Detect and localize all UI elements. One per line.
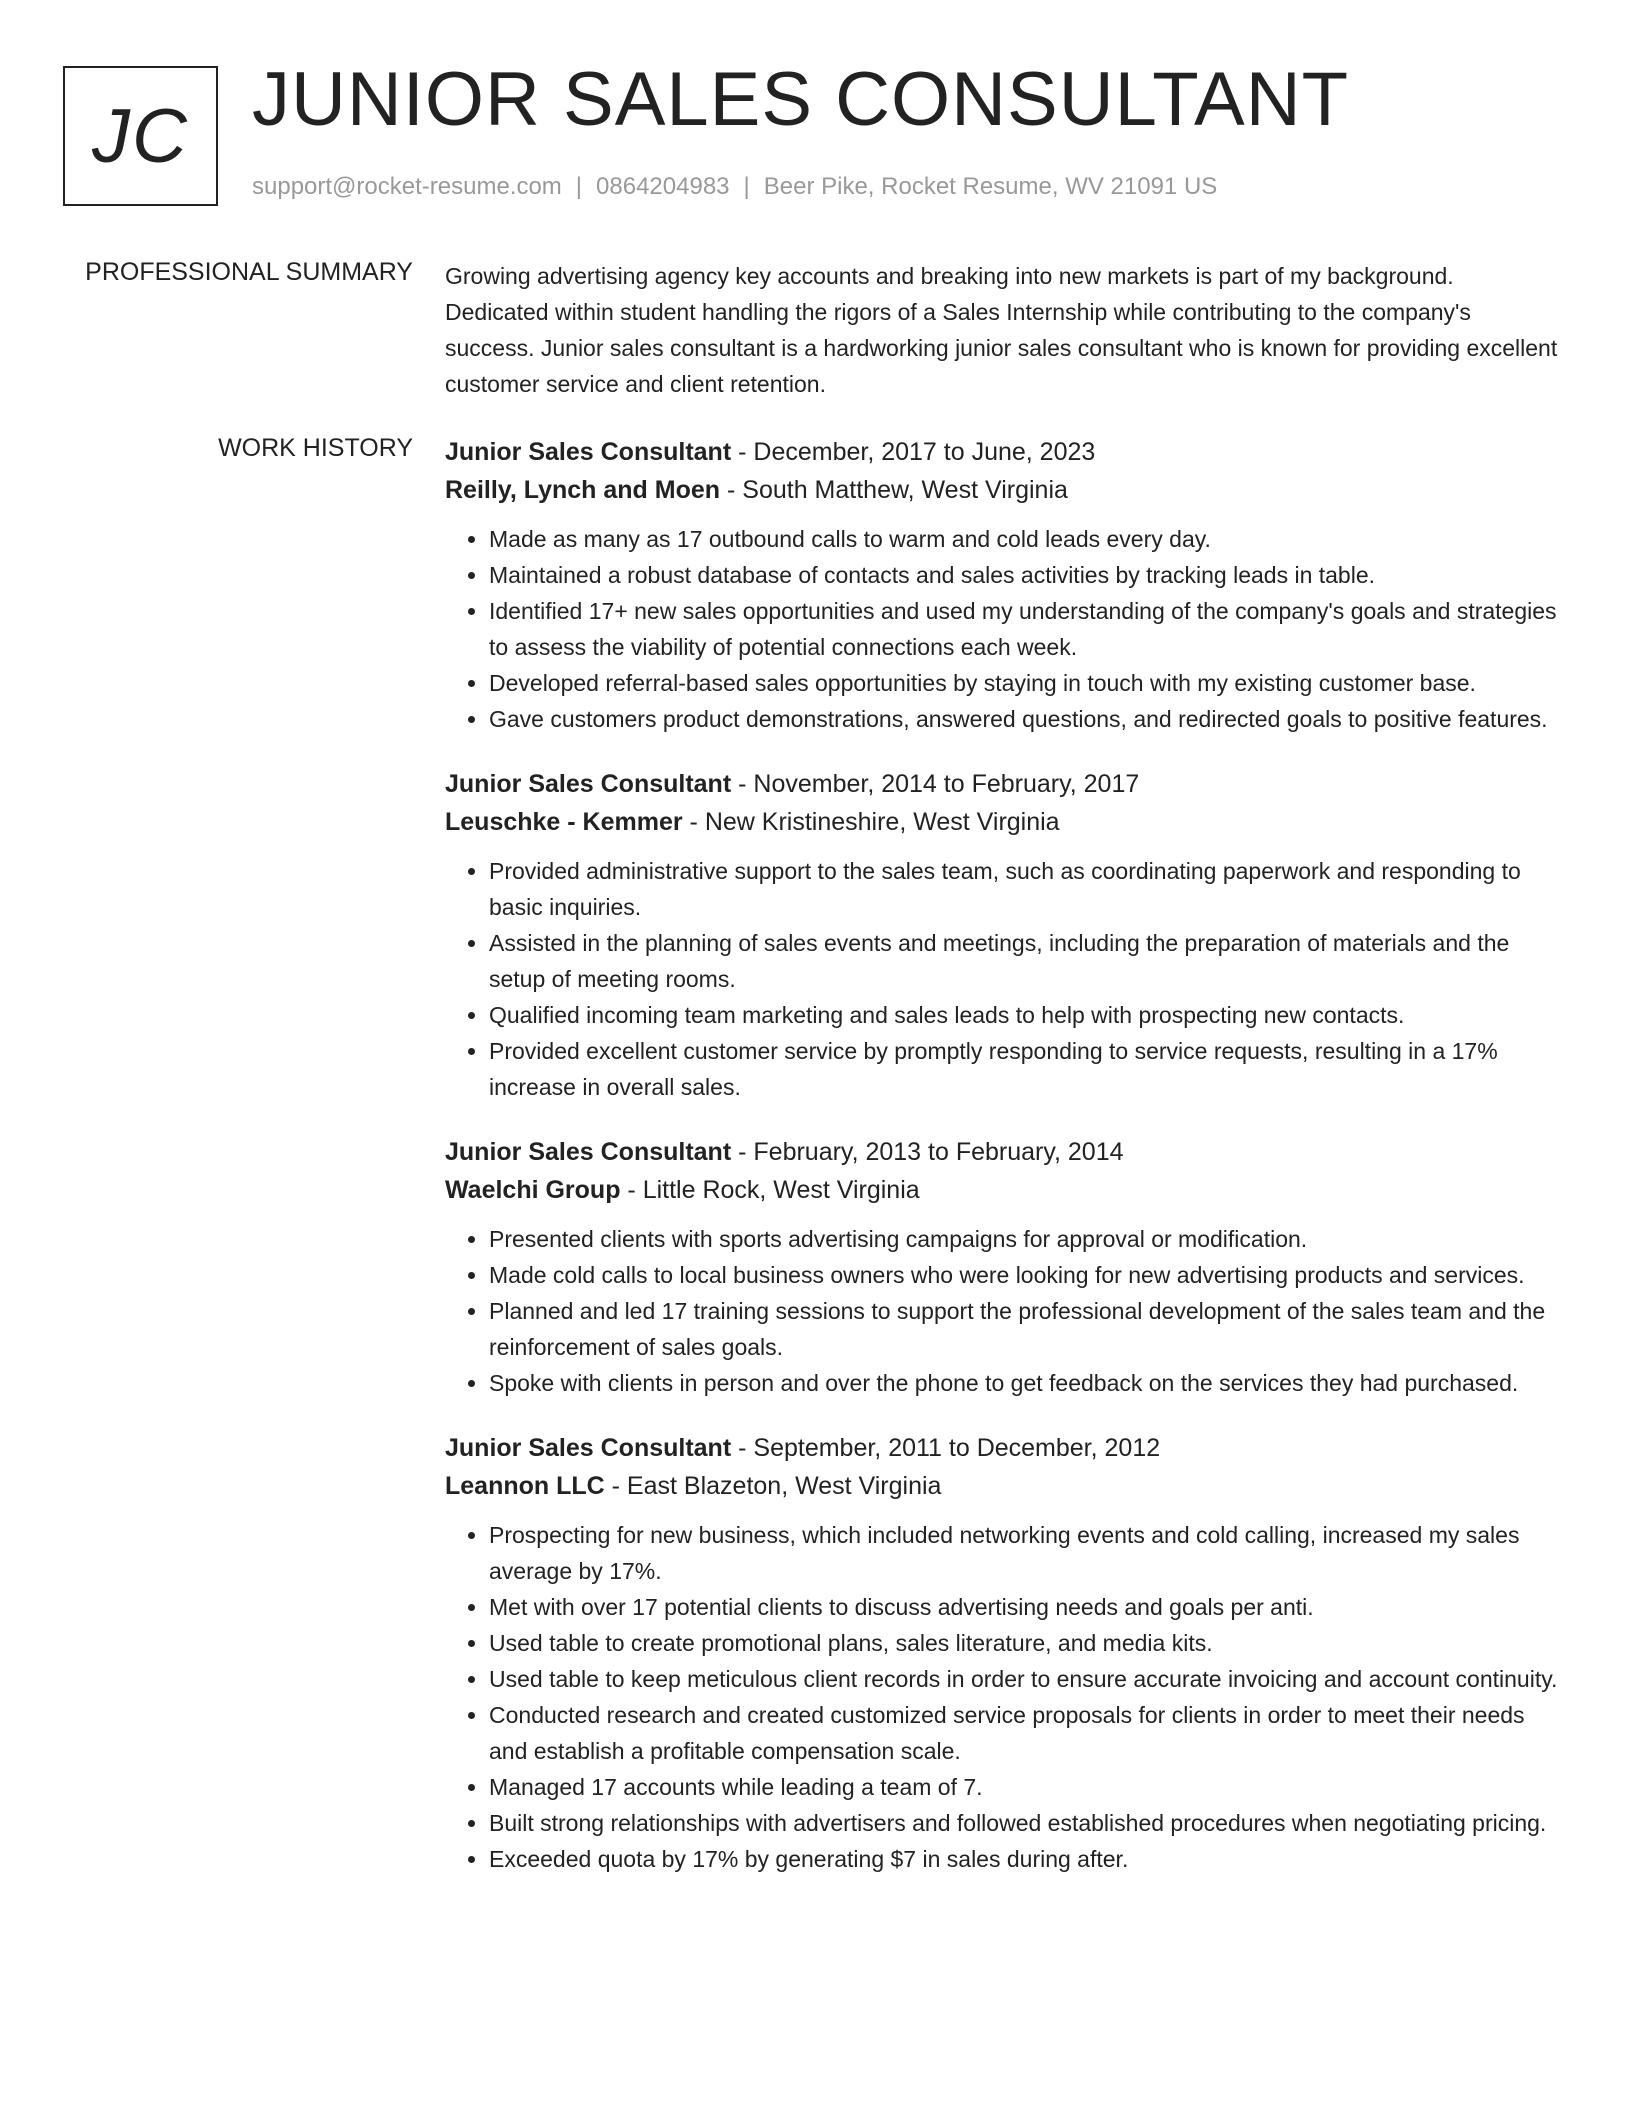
job-company: Leannon LLC [445,1472,605,1500]
job-duty: • Used table to keep meticulous client records in order to ensure accurate invoicing and account continuity. [489,1661,1560,1697]
job-company-line [445,1171,1560,1209]
job-duty: • Identified 17+ new sales opportunities and used my understanding of the company's goals and strategies to assess the viability of potential connections each week. [489,593,1560,665]
job-company-line [445,1467,1560,1505]
job-entry [445,1429,1560,1877]
job-company-line [445,471,1560,509]
job-dates: - September, 2011 to December, 2012 [731,1434,1161,1462]
contact-line [252,173,1217,201]
job-location: - East Blazeton, West Virginia [604,1472,942,1500]
job-title: Junior Sales Consultant [445,1138,732,1166]
job-duty: • Made as many as 17 outbound calls to warm and cold leads every day. [489,521,1560,557]
job-duty: • Used table to create promotional plans, sales literature, and media kits. [489,1625,1560,1661]
contact-address: Beer Pike, Rocket Resume, WV 21091 US [763,173,1218,200]
job-duties-list [445,853,1560,1105]
job-duty: • Gave customers product demonstrations, answered questions, and redirected goals to positive features. [489,701,1560,737]
job-location: - New Kristineshire, West Virginia [682,808,1060,836]
job-title-line [445,765,1560,803]
job-duties-list [445,1221,1560,1401]
summary-heading: PROFESSIONAL SUMMARY [85,258,413,286]
job-duty: • Spoke with clients in person and over the phone to get feedback on the services they had purchased. [489,1365,1560,1401]
job-duty: • Conducted research and created customized service proposals for clients in order to meet their needs and establish a profitable compensation scale. [489,1697,1560,1769]
job-duties-list [445,1517,1560,1877]
job-duty: • Maintained a robust database of contacts and sales activities by tracking leads in table. [489,557,1560,593]
job-company: Waelchi Group [445,1176,621,1204]
job-duty: • Managed 17 accounts while leading a team of 7. [489,1769,1560,1805]
job-duty: • Provided excellent customer service by promptly responding to service requests, resulting in a 17% increase in overall sales. [489,1033,1560,1105]
job-entry [445,765,1560,1105]
job-title-line [445,1133,1560,1171]
job-title-line [445,433,1560,471]
job-company: Leuschke - Kemmer [445,808,683,836]
job-duty: • Prospecting for new business, which included networking events and cold calling, increased my sales average by 17%. [489,1517,1560,1589]
resume-title: JUNIOR SALES CONSULTANT [252,57,1350,142]
contact-phone: 0864204983 [596,173,730,200]
job-duty: • Qualified incoming team marketing and sales leads to help with prospecting new contacts. [489,997,1560,1033]
job-dates: - November, 2014 to February, 2017 [731,770,1140,798]
contact-separator: | [575,173,583,200]
job-title: Junior Sales Consultant [445,438,732,466]
job-duty: • Assisted in the planning of sales events and meetings, including the preparation of materials and the setup of meeting rooms. [489,925,1560,997]
contact-email: support@rocket-resume.com [252,173,562,200]
job-duties-list [445,521,1560,737]
job-title-line [445,1429,1560,1467]
job-duty: • Exceeded quota by 17% by generating $7 in sales during after. [489,1841,1560,1877]
monogram-initials: JC [92,93,189,179]
job-entry [445,1133,1560,1401]
work-history-body [445,433,1560,1905]
job-company: Reilly, Lynch and Moen [445,476,721,504]
job-dates: - February, 2013 to February, 2014 [731,1138,1124,1166]
job-duty: • Built strong relationships with advertisers and followed established procedures when negotiating pricing. [489,1805,1560,1841]
job-duty: • Made cold calls to local business owners who were looking for new advertising products and services. [489,1257,1560,1293]
job-location: - South Matthew, West Virginia [720,476,1068,504]
job-dates: - December, 2017 to June, 2023 [731,438,1096,466]
job-duty: • Presented clients with sports advertising campaigns for approval or modification. [489,1221,1560,1257]
job-company-line [445,803,1560,841]
summary-text: Growing advertising agency key accounts and breaking into new markets is part of my background. Dedicated within student handling the rigors of a Sales Internship while contributing to the company's success. Junior sales consultant is a hardworking junior sales consultant who is known for providing excellent customer service and client retention. [445,263,1558,397]
work-history-heading: WORK HISTORY [218,434,413,462]
job-location: - Little Rock, West Virginia [620,1176,920,1204]
job-entry [445,433,1560,737]
job-duty: • Planned and led 17 training sessions to support the professional development of the sales team and the reinforcement of sales goals. [489,1293,1560,1365]
job-title: Junior Sales Consultant [445,1434,732,1462]
monogram-badge [63,66,218,206]
job-duty: • Developed referral-based sales opportunities by staying in touch with my existing customer base. [489,665,1560,701]
job-title: Junior Sales Consultant [445,770,732,798]
summary-body [445,258,1560,402]
job-duty: • Met with over 17 potential clients to discuss advertising needs and goals per anti. [489,1589,1560,1625]
job-duty: • Provided administrative support to the sales team, such as coordinating paperwork and responding to basic inquiries. [489,853,1560,925]
contact-separator: | [743,173,750,200]
